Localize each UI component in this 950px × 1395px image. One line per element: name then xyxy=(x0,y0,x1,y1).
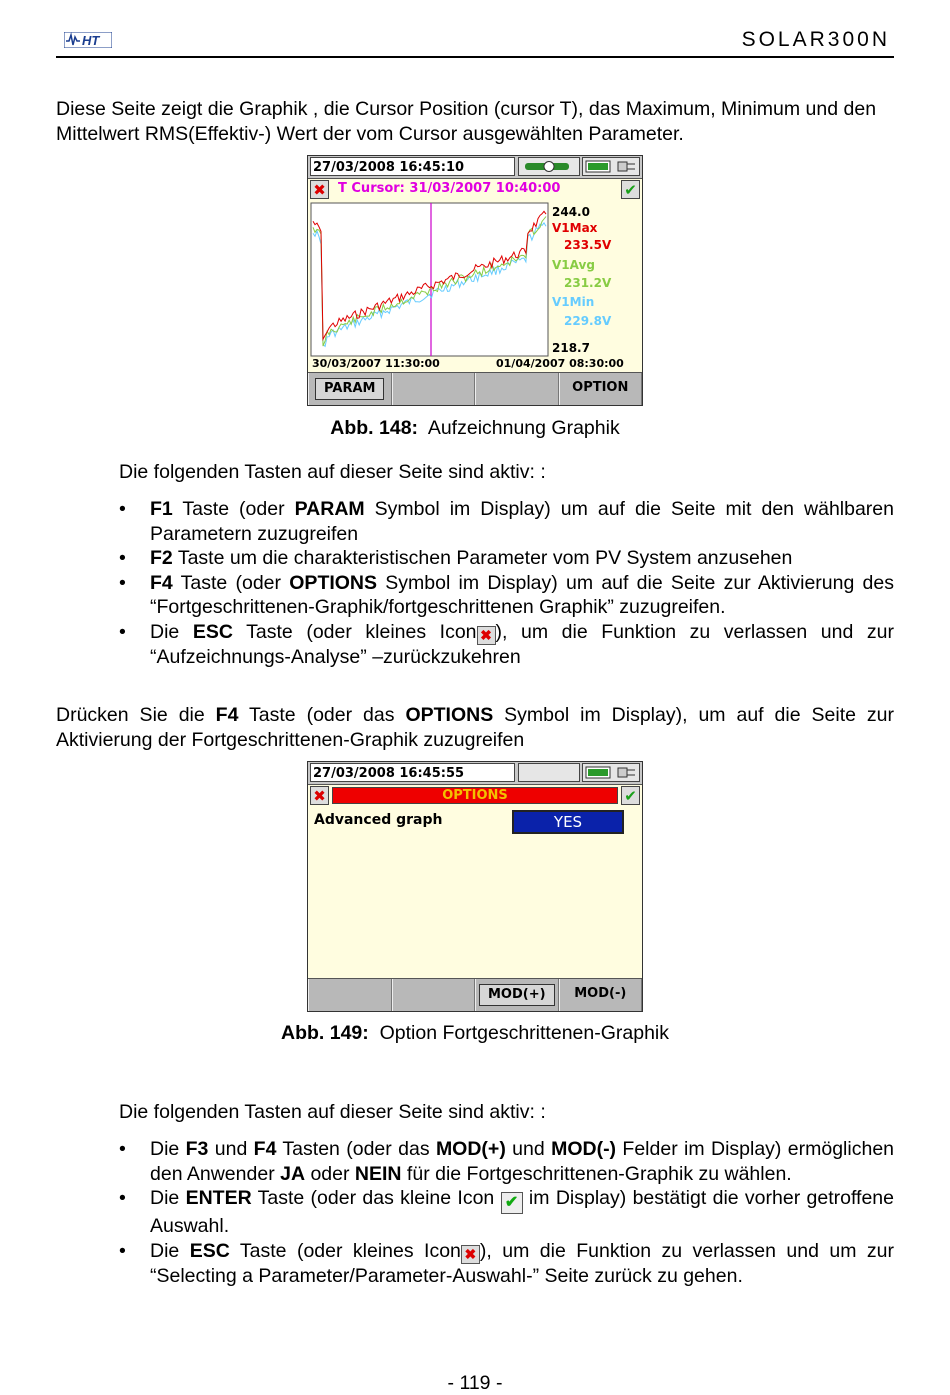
header-rule xyxy=(56,56,894,58)
advanced-graph-label: Advanced graph xyxy=(314,812,443,828)
list-item: • Die F3 und F4 Tasten (oder das MOD(+) und MOD(-) Felder im Display) ermöglichen den Anwender JA oder NEIN für die Fortgeschrittenen-Graphik zu wählen. xyxy=(119,1137,894,1186)
close-icon: ✖ xyxy=(477,626,496,645)
page-number: - 119 - xyxy=(447,1372,503,1394)
function-keys xyxy=(308,372,642,405)
model-name: SOLAR300N xyxy=(741,28,890,51)
logo-text: HT xyxy=(82,33,100,48)
f1-button[interactable] xyxy=(308,979,392,1011)
v1avg-value: 231.2V xyxy=(564,276,612,290)
f4-modminus-button[interactable] xyxy=(559,979,643,1011)
options-screen xyxy=(307,761,643,1012)
list-item: • F4 Taste (oder OPTIONS Symbol im Display) um auf die Seite zur Aktivierung des “Fortgeschrittenen-Graphik/fortgeschrittenen Graphik” zuzugreifen. xyxy=(119,571,894,620)
list-item: • Die ESC Taste (oder kleines Icon ✖ ), um die Funktion zu verlassen und zur “Aufzeichnungs-Analyse” –zurückzukehren xyxy=(119,620,894,670)
status-empty-box xyxy=(518,763,580,782)
close-icon: ✖ xyxy=(461,1245,480,1264)
list-item: • F2 Taste um die charakteristischen Parameter vom PV System anzusehen xyxy=(119,546,894,571)
keys-intro-2: Die folgenden Tasten auf dieser Seite sind aktiv: : xyxy=(119,1101,546,1123)
f2-button[interactable] xyxy=(392,373,476,405)
confirm-icon[interactable]: ✔ xyxy=(621,180,640,199)
battery-plug-icon xyxy=(582,763,640,782)
graph-plot xyxy=(308,201,642,371)
v1max-value: 233.5V xyxy=(564,238,612,252)
intro-paragraph: Diese Seite zeigt die Graphik , die Cursor Position (cursor T), das Maximum, Minimum und den Mittelwert RMS(Effektiv-) Wert der vom Cursor ausgewählten Parameter. xyxy=(56,98,877,145)
status-bar xyxy=(308,762,642,785)
ymin-label: 218.7 xyxy=(552,341,590,355)
x-end-label: 01/04/2007 08:30:00 xyxy=(496,357,624,370)
confirm-icon[interactable]: ✔ xyxy=(621,786,640,805)
f4-label: OPTION xyxy=(572,380,629,395)
f3-label: MOD(+) xyxy=(479,984,555,1006)
function-keys xyxy=(308,978,642,1011)
graph-screen xyxy=(307,155,643,406)
key-list-1 xyxy=(119,497,894,669)
list-item: • Die ENTER Taste (oder das kleine Icon ✔ im Display) bestätigt die vorher getroffene Auswahl. xyxy=(119,1186,894,1239)
f4-paragraph: Drücken Sie die F4 Taste (oder das OPTIONS Symbol im Display), um auf die Seite zur Aktivierung der Fortgeschrittenen-Graphik zuzugreifen xyxy=(56,704,895,751)
v1min-label: V1Min xyxy=(552,295,595,309)
v1avg-label: V1Avg xyxy=(552,258,595,272)
options-title: OPTIONS xyxy=(332,787,618,804)
caption-148-text: Aufzeichnung Graphik xyxy=(427,417,620,439)
connection-icon xyxy=(518,157,580,176)
ht-logo xyxy=(64,32,112,48)
keys-intro-1: Die folgenden Tasten auf dieser Seite sind aktiv: : xyxy=(119,461,546,483)
f2-button[interactable] xyxy=(392,979,476,1011)
f4-label: MOD(-) xyxy=(574,986,627,1001)
v1min-value: 229.8V xyxy=(564,314,612,328)
f1-param-button[interactable] xyxy=(308,373,392,405)
caption-148-label: Abb. 148: xyxy=(330,417,419,439)
list-item: • Die ESC Taste (oder kleines Icon ✖ ), um die Funktion zu verlassen und um zur “Selecting a Parameter/Parameter-Auswahl-” Seite zurück zu gehen. xyxy=(119,1239,894,1289)
advanced-graph-value[interactable]: YES xyxy=(512,810,624,834)
list-item: • F1 Taste (oder PARAM Symbol im Display) um auf die Seite mit den wählbaren Parametern zuzugreifen xyxy=(119,497,894,546)
close-icon[interactable]: ✖ xyxy=(310,180,329,199)
f3-button[interactable] xyxy=(475,373,559,405)
f1-label: PARAM xyxy=(315,378,384,400)
ymax-label: 244.0 xyxy=(552,205,590,219)
f4-option-button[interactable] xyxy=(559,373,643,405)
check-icon: ✔ xyxy=(501,1192,523,1214)
close-icon[interactable]: ✖ xyxy=(310,786,329,805)
datetime: 27/03/2008 16:45:10 xyxy=(310,157,515,176)
status-bar xyxy=(308,156,642,179)
cursor-text: T Cursor: 31/03/2007 10:40:00 xyxy=(338,181,561,196)
battery-plug-icon xyxy=(582,157,640,176)
x-start-label: 30/03/2007 11:30:00 xyxy=(312,357,440,370)
f3-modplus-button[interactable] xyxy=(475,979,559,1011)
caption-148 xyxy=(0,417,950,440)
caption-149-label: Abb. 149: xyxy=(280,1022,369,1044)
key-list-2 xyxy=(119,1137,894,1288)
cursor-bar xyxy=(308,179,642,200)
datetime: 27/03/2008 16:45:55 xyxy=(310,763,515,782)
title-bar xyxy=(308,785,642,806)
caption-149-text: Option Fortgeschrittenen-Graphik xyxy=(379,1022,669,1044)
v1max-label: V1Max xyxy=(552,221,598,235)
caption-149 xyxy=(0,1022,950,1045)
